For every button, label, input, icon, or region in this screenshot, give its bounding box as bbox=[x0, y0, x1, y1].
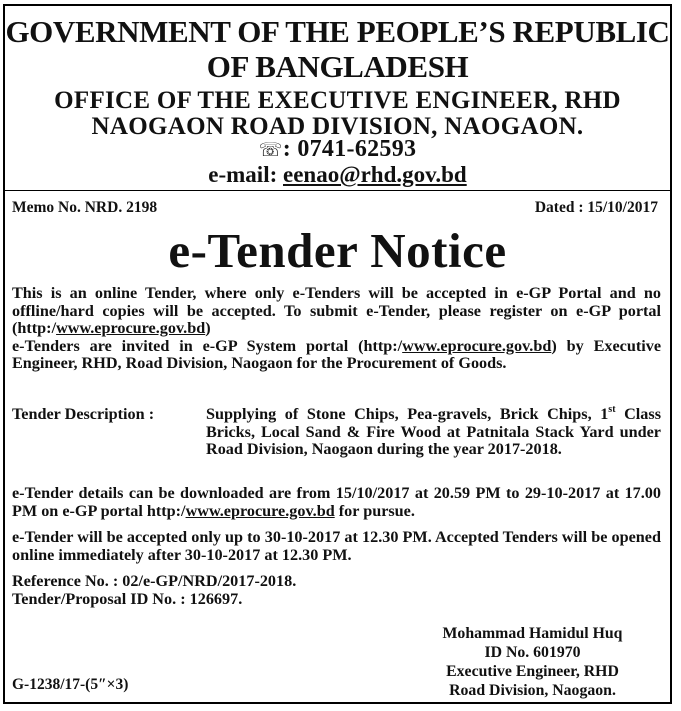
eprocure-link-1[interactable]: www.eprocure.gov.bd bbox=[56, 319, 206, 338]
email-line bbox=[5, 162, 670, 188]
intro-paragraph bbox=[12, 285, 661, 373]
signatory-name: Mohammad Hamidul Huq bbox=[442, 625, 623, 642]
signatory-id: ID No. 601970 bbox=[484, 644, 581, 661]
notice-title: e-Tender Notice bbox=[168, 223, 507, 278]
description-label: Tender Description : bbox=[12, 405, 155, 423]
division-name: NAOGAON ROAD DIVISION, NAOGAON. bbox=[91, 113, 584, 140]
phone-number: : 0741-62593 bbox=[282, 136, 417, 162]
phone-icon: ☏ bbox=[258, 139, 283, 161]
reference-number: Reference No. : 02/e-GP/NRD/2017-2018. bbox=[12, 572, 297, 590]
intro-text-1-end: ) bbox=[205, 319, 211, 338]
details-text: e-Tender details can be downloaded are from 15/10/2017 at 20.59 PM to 29-10-2017 at 17.00 PM on e-GP portal http:/ bbox=[12, 484, 661, 520]
memo-number: Memo No. NRD. 2198 bbox=[12, 199, 158, 216]
intro-text-1: This is an online Tender, where only e-Tenders will be accepted in e-GP Portal and no offline/hard copies will be accepted. To submit e-Tender, please register on e-GP portal (http:/ bbox=[12, 284, 661, 338]
signature-block bbox=[410, 624, 655, 700]
eprocure-link-3[interactable]: www.eprocure.gov.bd bbox=[185, 501, 335, 520]
email-label: e-mail: bbox=[208, 162, 283, 187]
footer-code: G-1238/17-(5″×3) bbox=[12, 676, 129, 693]
signatory-designation: Executive Engineer, RHD bbox=[446, 663, 619, 680]
header-divider bbox=[5, 190, 670, 191]
proposal-id: Tender/Proposal ID No. : 126697. bbox=[12, 590, 243, 608]
ordinal-sup: st bbox=[608, 404, 616, 415]
intro-text-2-end: ) by Executive Engineer, RHD, Road Division, Naogaon for the Procurement of Goods. bbox=[12, 336, 661, 373]
signatory-office: Road Division, Naogaon. bbox=[449, 682, 616, 699]
email-address: eenao@rhd.gov.bd bbox=[283, 162, 467, 187]
phone-line bbox=[5, 136, 670, 163]
office-name: OFFICE OF THE EXECUTIVE ENGINEER, RHD bbox=[54, 87, 621, 114]
acceptance-paragraph: e-Tender will be accepted only up to 30-10-2017 at 12.30 PM. Accepted Tenders will be opened online immediately after 30-10-2017 at 12.30 PM. bbox=[12, 528, 661, 564]
header-line-2: OF BANGLADESH bbox=[206, 49, 469, 84]
description-text bbox=[206, 406, 661, 459]
description-text-2: Class Bricks, Local Sand & Fire Wood at Patnitala Stack Yard under Road Division, Naogaon during the year 2017-2018. bbox=[206, 405, 661, 459]
tender-notice bbox=[3, 4, 672, 704]
details-text-end: for pursue. bbox=[334, 501, 415, 520]
eprocure-link-2[interactable]: www.eprocure.gov.bd bbox=[402, 336, 552, 355]
intro-text-2: e-Tenders are invited in e-GP System portal (http:/ bbox=[12, 336, 403, 355]
memo-date: Dated : 15/10/2017 bbox=[534, 199, 658, 216]
header-line-1: GOVERNMENT OF THE PEOPLE’S REPUBLIC bbox=[5, 14, 670, 49]
details-paragraph bbox=[12, 485, 661, 520]
description-text-1: Supplying of Stone Chips, Pea-gravels, Brick Chips, 1 bbox=[206, 405, 609, 423]
